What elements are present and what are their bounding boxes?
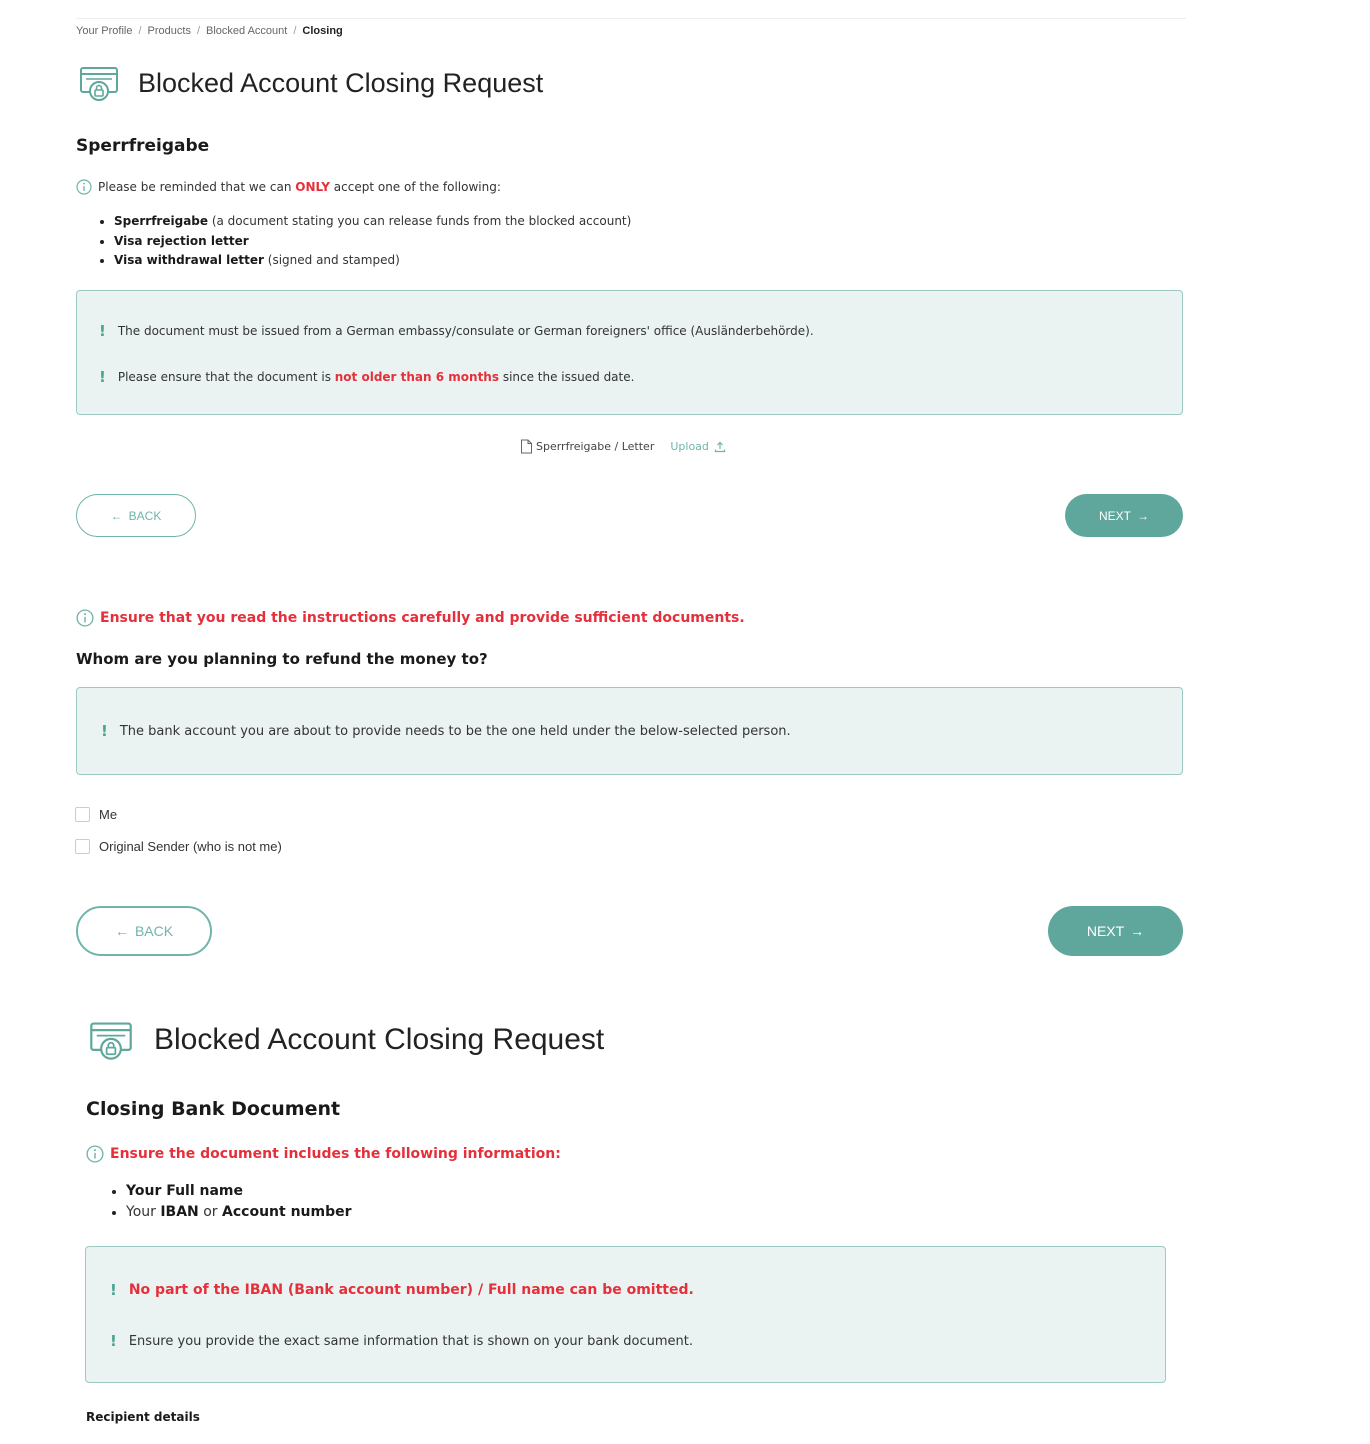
list-item	[96, 212, 631, 232]
bank-document-notice-box	[85, 1246, 1166, 1383]
page-title-row	[78, 64, 543, 102]
locked-card-icon	[88, 1018, 134, 1062]
file-icon	[520, 439, 533, 454]
breadcrumb-separator: /	[196, 25, 201, 37]
choice-original-sender[interactable]	[75, 839, 282, 854]
notice-line	[101, 722, 791, 740]
notice-text: The document must be issued from a German embassy/consulate or German foreigners' office (Ausländerbehörde).	[117, 324, 814, 338]
option-title: Visa withdrawal letter	[114, 253, 264, 267]
notice-line	[110, 1281, 694, 1299]
exclamation-icon: !	[110, 1332, 117, 1350]
exclamation-icon: !	[101, 722, 108, 740]
notice-line	[110, 1332, 693, 1350]
breadcrumb-current: Closing	[302, 25, 343, 37]
choice-label: Me	[99, 807, 118, 822]
accepted-documents-list	[96, 212, 631, 271]
upload-file-label: Sperrfreigabe / Letter	[536, 440, 655, 453]
arrow-right-icon: →	[1137, 508, 1149, 523]
exclamation-icon: !	[99, 368, 106, 386]
list-item	[96, 232, 631, 252]
back-button[interactable]	[76, 494, 196, 537]
top-divider	[76, 18, 1186, 19]
notice-text: No part of the IBAN (Bank account number) / Full name can be omitted.	[128, 1282, 694, 1298]
breadcrumb-blocked-account[interactable]: Blocked Account	[206, 25, 288, 37]
exclamation-icon: !	[110, 1281, 117, 1299]
upload-row	[520, 439, 726, 454]
option-description: (a document stating you can release funds from the blocked account)	[208, 214, 632, 228]
required-item: Account number	[222, 1204, 352, 1220]
upload-label: Upload	[670, 440, 709, 453]
next-label: NEXT	[1098, 508, 1131, 523]
page-title-row	[88, 1018, 604, 1062]
next-button[interactable]	[1048, 906, 1183, 956]
breadcrumb-separator: /	[138, 25, 142, 37]
arrow-left-icon: ←	[110, 508, 123, 523]
required-info-list	[108, 1181, 352, 1223]
back-label: BACK	[128, 508, 162, 523]
notice-text-prefix: Please ensure that the document is	[117, 370, 335, 384]
section-heading-sperrfreigabe: Sperrfreigabe	[76, 136, 210, 156]
notice-text: The bank account you are about to provide needs to be the one held under the below-selected person.	[119, 723, 791, 739]
reminder-text-suffix: accept one of the following:	[329, 180, 501, 194]
option-description: (signed and stamped)	[263, 253, 400, 267]
breadcrumb	[76, 25, 343, 37]
reminder-text-prefix: Please be reminded that we can	[98, 180, 296, 194]
section-heading-closing-bank-document: Closing Bank Document	[86, 1098, 341, 1120]
choice-label: Original Sender (who is not me)	[99, 839, 282, 854]
list-item	[108, 1202, 352, 1223]
notice-line	[99, 322, 814, 340]
checkbox[interactable]	[75, 839, 90, 854]
recipient-details-heading: Recipient details	[86, 1410, 200, 1424]
page-title: Blocked Account Closing Request	[138, 67, 544, 98]
list-item	[96, 251, 631, 271]
upload-button[interactable]	[670, 440, 726, 453]
notice-text: Ensure you provide the exact same information that is shown on your bank document.	[128, 1333, 693, 1349]
option-title: Visa rejection letter	[114, 233, 249, 248]
checkbox[interactable]	[75, 807, 90, 822]
warning-text: Ensure that you read the instructions carefully and provide sufficient documents.	[100, 610, 745, 626]
notice-text-suffix: since the issued date.	[499, 370, 635, 384]
notice-emphasis: not older than 6 months	[334, 370, 499, 384]
list-item	[108, 1181, 352, 1202]
info-icon	[76, 609, 94, 627]
upload-icon	[714, 441, 726, 453]
arrow-left-icon: ←	[114, 923, 129, 939]
breadcrumb-products[interactable]: Products	[147, 25, 191, 37]
required-item: IBAN	[160, 1204, 199, 1220]
required-item: Your Full name	[126, 1183, 244, 1199]
exclamation-icon: !	[99, 322, 106, 340]
locked-card-icon	[78, 64, 120, 102]
back-button[interactable]	[76, 906, 212, 956]
required-item-text: or	[198, 1204, 223, 1220]
warning-text: Ensure the document includes the following information:	[110, 1146, 561, 1162]
instructions-warning	[76, 609, 745, 627]
option-title: Sperrfreigabe	[114, 214, 209, 228]
breadcrumb-separator: /	[293, 25, 297, 37]
document-info-warning	[86, 1145, 561, 1163]
next-button[interactable]	[1065, 494, 1183, 537]
reminder-line	[76, 179, 501, 195]
next-label: NEXT	[1086, 923, 1125, 939]
breadcrumb-your-profile[interactable]: Your Profile	[76, 25, 133, 37]
notice-line	[99, 368, 634, 386]
info-icon	[86, 1145, 104, 1163]
choice-me[interactable]	[75, 807, 117, 822]
refund-question: Whom are you planning to refund the money to?	[76, 650, 488, 668]
refund-notice-box	[76, 687, 1183, 775]
back-label: BACK	[134, 923, 174, 939]
info-icon	[76, 179, 92, 195]
reminder-only: ONLY	[295, 180, 330, 194]
document-notice-box	[76, 290, 1183, 415]
arrow-right-icon: →	[1130, 923, 1145, 939]
required-item-text: Your	[126, 1204, 161, 1220]
page-title: Blocked Account Closing Request	[154, 1023, 605, 1056]
